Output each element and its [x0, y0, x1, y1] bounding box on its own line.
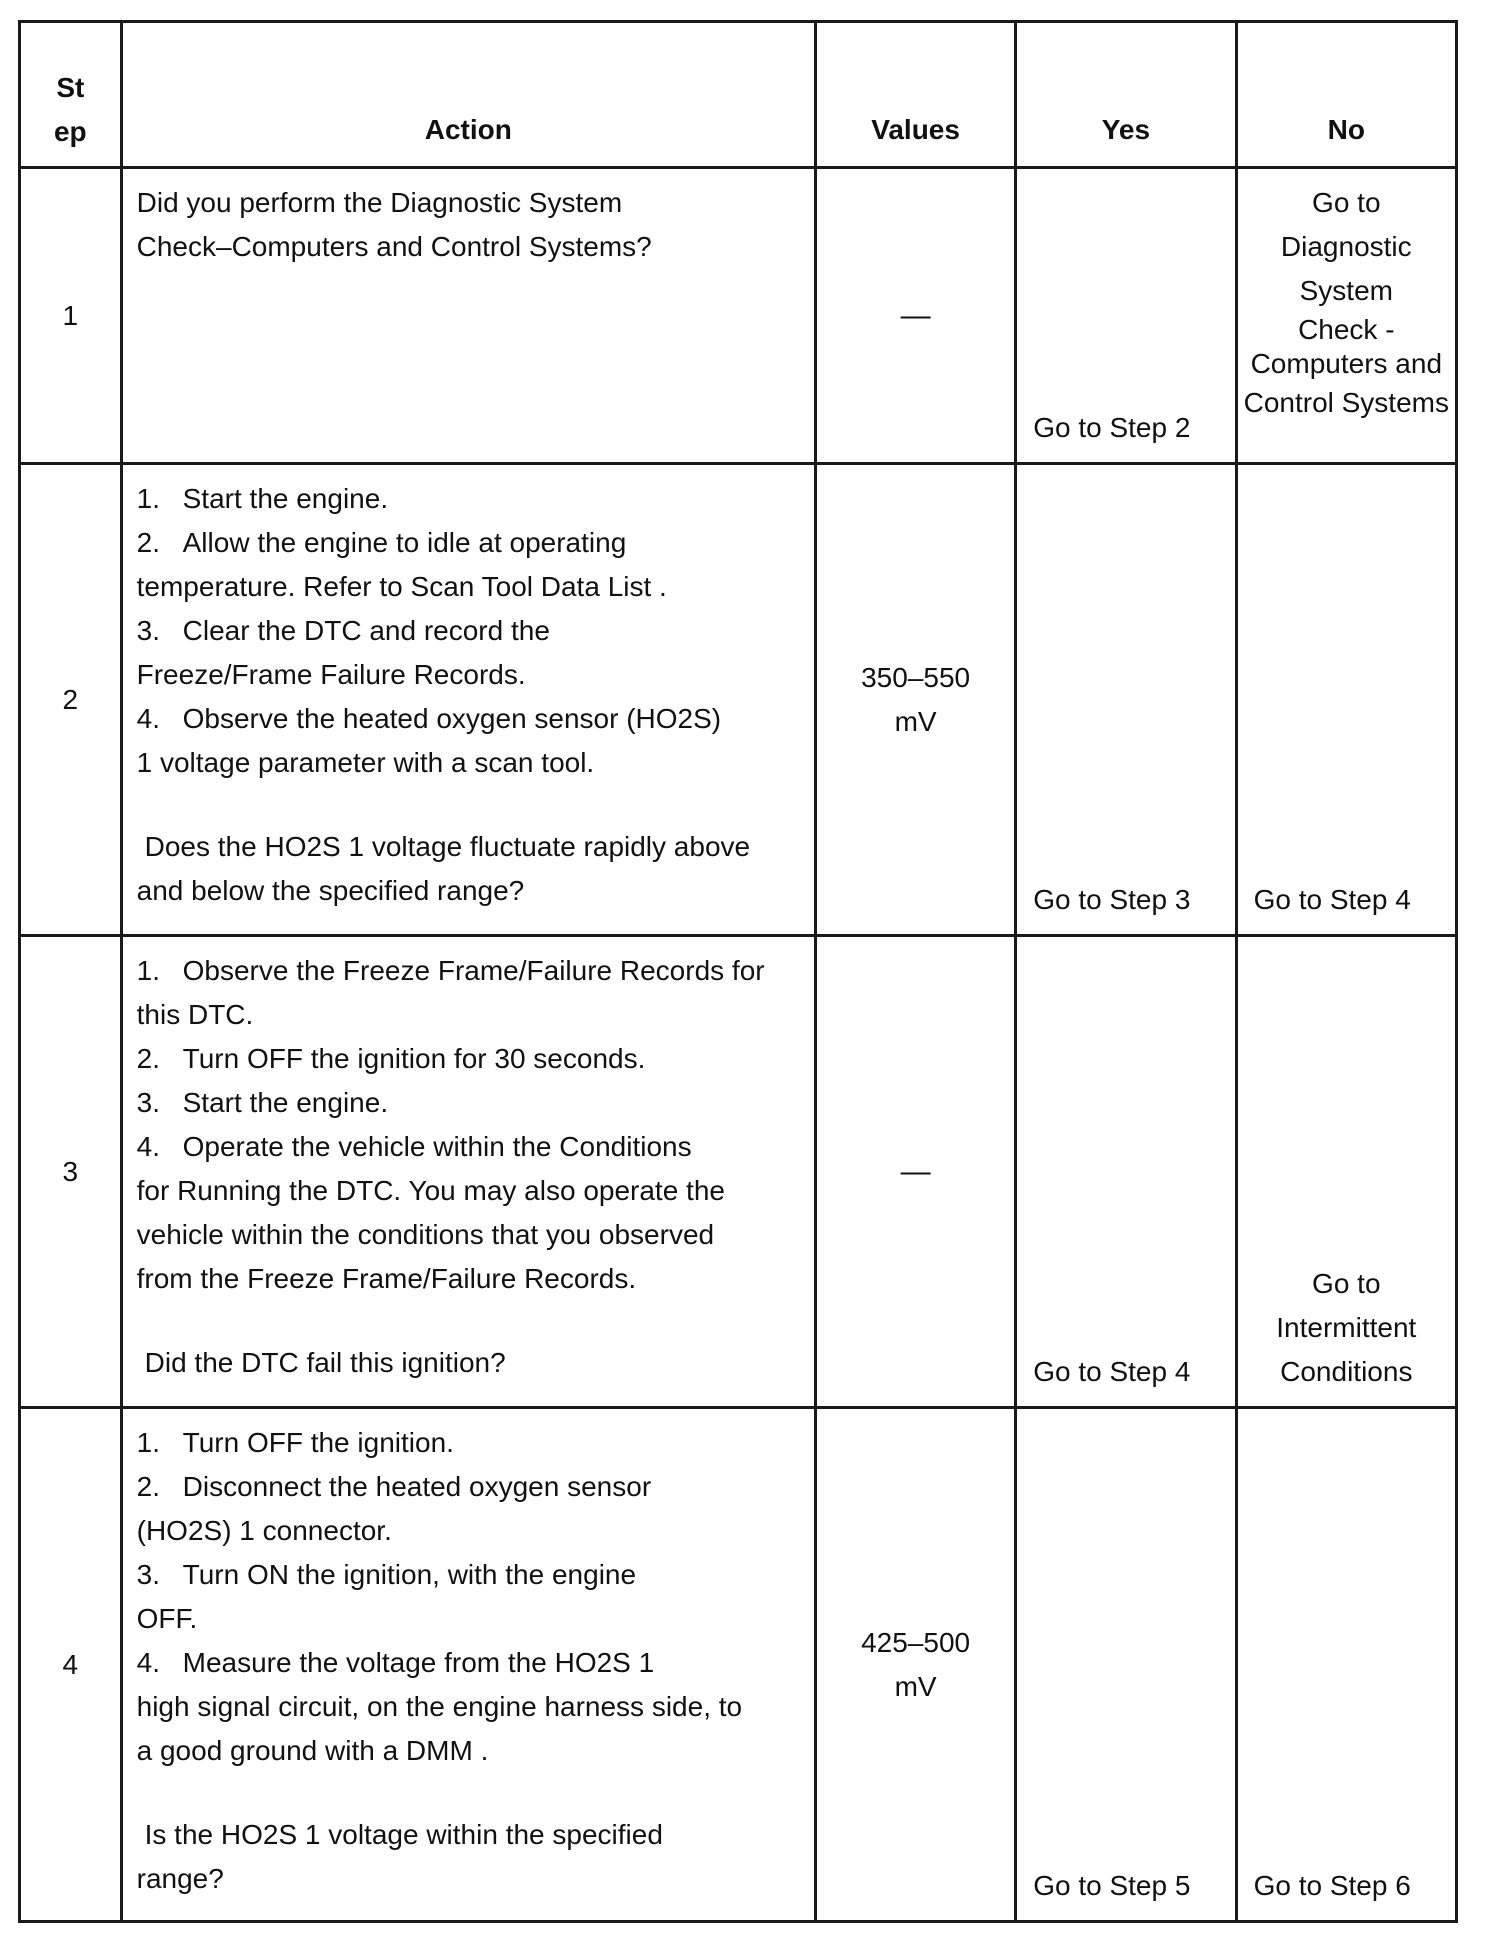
step-number: 2: [20, 464, 122, 936]
action-item: 1. Observe the Freeze Frame/Failure Records for: [136, 955, 765, 986]
action-item: OFF.: [136, 1603, 198, 1634]
action-item: from the Freeze Frame/Failure Records.: [136, 1263, 637, 1294]
action-line: Did you perform the Diagnostic System: [136, 187, 623, 218]
no-cell: Go to Step 6: [1236, 1408, 1456, 1922]
action-item: (HO2S) 1 connector.: [136, 1515, 392, 1546]
header-row: [20, 22, 1457, 168]
step-number: 1: [20, 168, 122, 464]
action-item: Freeze/Frame Failure Records.: [136, 659, 526, 690]
action-item: 2. Turn OFF the ignition for 30 seconds.: [136, 1043, 646, 1074]
action-item: 3. Turn ON the ignition, with the engine: [136, 1559, 637, 1590]
action-item: 2. Disconnect the heated oxygen sensor: [136, 1471, 652, 1502]
header-no: No: [1236, 22, 1456, 168]
action-item: 4. Observe the heated oxygen sensor (HO2S): [136, 703, 722, 734]
action-question: Does the HO2S 1 voltage fluctuate rapidly above: [144, 831, 751, 862]
action-question: range?: [136, 1863, 224, 1894]
table-row: [20, 464, 1457, 936]
values-cell: 350–550 mV: [815, 464, 1015, 936]
action-question: Is the HO2S 1 voltage within the specified: [144, 1819, 663, 1850]
action-item: 3. Start the engine.: [136, 1087, 389, 1118]
table-row: [20, 168, 1457, 464]
header-step: St ep: [20, 22, 122, 168]
action-item: a good ground with a DMM .: [136, 1735, 489, 1766]
action-question: and below the specified range?: [136, 875, 525, 906]
value-text: —: [900, 1154, 931, 1188]
action-cell: [121, 1408, 815, 1922]
yes-cell: Go to Step 4: [1016, 936, 1236, 1408]
action-cell: [121, 936, 815, 1408]
value-text: —: [900, 298, 931, 332]
action-cell: [121, 168, 815, 464]
header-values: Values: [815, 22, 1015, 168]
diagnostic-table: [18, 20, 1458, 1923]
step-number: 3: [20, 936, 122, 1408]
action-item: this DTC.: [136, 999, 254, 1030]
action-item: 3. Clear the DTC and record the: [136, 615, 550, 646]
action-item: 4. Operate the vehicle within the Conditions: [136, 1131, 692, 1162]
header-action: Action: [121, 22, 815, 168]
action-item: 1 voltage parameter with a scan tool.: [136, 747, 595, 778]
table-row: [20, 936, 1457, 1408]
table-row: [20, 1408, 1457, 1922]
no-cell: Go to Step 4: [1236, 464, 1456, 936]
step-number: 4: [20, 1408, 122, 1922]
action-item: 1. Turn OFF the ignition.: [136, 1427, 454, 1458]
no-cell: Go to Intermittent Conditions: [1236, 936, 1456, 1408]
values-cell: [815, 168, 1015, 464]
action-item: 1. Start the engine.: [136, 483, 389, 514]
values-cell: 425–500 mV: [815, 1408, 1015, 1922]
yes-cell: Go to Step 5: [1016, 1408, 1236, 1922]
action-cell: [121, 464, 815, 936]
action-question: Did the DTC fail this ignition?: [144, 1347, 506, 1378]
action-item: 2. Allow the engine to idle at operating: [136, 527, 627, 558]
no-cell: Go to Diagnostic System Check - Computers and Control Systems: [1236, 168, 1456, 464]
action-item: temperature. Refer to Scan Tool Data List .: [136, 571, 667, 602]
yes-cell: Go to Step 3: [1016, 464, 1236, 936]
action-item: for Running the DTC. You may also operate the: [136, 1175, 725, 1206]
action-item: 4. Measure the voltage from the HO2S 1: [136, 1647, 655, 1678]
action-line: Check–Computers and Control Systems?: [136, 231, 652, 262]
action-item: vehicle within the conditions that you observed: [136, 1219, 715, 1250]
action-item: high signal circuit, on the engine harness side, to: [136, 1691, 743, 1722]
yes-cell: Go to Step 2: [1016, 168, 1236, 464]
values-cell: [815, 936, 1015, 1408]
header-yes: Yes: [1016, 22, 1236, 168]
